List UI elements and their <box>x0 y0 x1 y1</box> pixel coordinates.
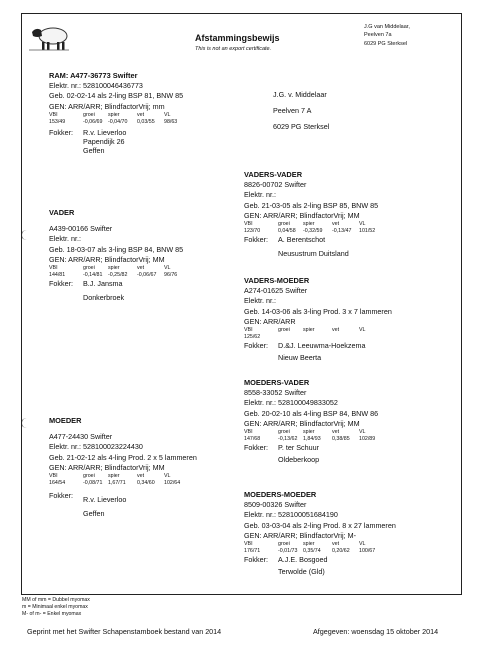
score-label: vet <box>332 541 340 548</box>
vaders-moeder-block <box>244 276 392 363</box>
score-value <box>332 334 359 341</box>
score-label: VBI <box>49 265 58 272</box>
owner-address <box>273 87 329 135</box>
score-label: VL <box>359 221 366 228</box>
moeder-heading: MOEDER <box>49 416 82 425</box>
score-value: -0,08/71 <box>83 480 103 487</box>
fokker-label: Fokker: <box>244 555 268 565</box>
vader-elektr: Elektr. nr.: <box>49 234 81 244</box>
fokker-name: R.v. Lieverloo <box>83 495 127 505</box>
fokker-name: B.J. Jansma <box>83 279 123 289</box>
moeders-moeder-score-values <box>244 548 396 555</box>
score-value: 0,38/85 <box>332 436 350 443</box>
score-value: 147/68 <box>244 436 261 443</box>
score-label: groei <box>278 541 290 548</box>
ram-score-values <box>49 119 190 126</box>
score-value: 164/54 <box>49 480 66 487</box>
score-label: groei <box>278 429 290 436</box>
score-label: vet <box>137 111 145 118</box>
score-label: VBI <box>244 221 253 228</box>
score-value: -0,06/67 <box>137 272 157 279</box>
score-value: -0,13/47 <box>332 228 352 235</box>
moeders-vader-geb: Geb. 20-02-10 als 4-ling BSP 84, BNW 86 <box>244 408 379 418</box>
vaders-moeder-gen: GEN: ARR/ARR <box>244 316 296 326</box>
owner-address-line: J.G. v. Middelaar <box>273 90 327 99</box>
score-label: vet <box>137 473 145 480</box>
moeders-vader-score-values <box>244 436 385 443</box>
vaders-vader-geb: Geb. 21-03-05 als 2-ling BSP 85, BNW 85 <box>244 200 379 210</box>
vaders-vader-gen: GEN: ARR/ARR; BlindfactorVrij; MM <box>244 210 360 220</box>
owner-address-line: Peelven 7 A <box>273 106 312 115</box>
moeders-moeder-gen: GEN: ARR/ARR; BlindfactorVrij; M- <box>244 530 356 540</box>
score-label: VL <box>359 541 366 548</box>
fokker-name: D.&J. Leeuwma-Hoekzema <box>278 341 366 351</box>
score-value: 0,20/62 <box>332 548 350 555</box>
fokker-name: R.v. Lieverloo <box>83 127 127 137</box>
score-label: spier <box>303 429 315 436</box>
fokker-label: Fokker: <box>49 491 73 501</box>
vaders-vader-block <box>244 170 385 259</box>
score-value: -0,14/81 <box>83 272 103 279</box>
moeder-score-values <box>49 480 197 487</box>
vaders-moeder-fokker <box>244 341 392 363</box>
score-label: vet <box>332 327 340 334</box>
score-value: -0,06/69 <box>83 118 103 125</box>
moeders-vader-score-labels <box>244 429 385 436</box>
owner-header <box>364 23 410 48</box>
score-value: -0,01/73 <box>278 548 298 555</box>
score-label: groei <box>278 327 290 334</box>
ram-block <box>49 71 190 155</box>
vader-score-values <box>49 272 190 279</box>
ram-heading: RAM: A477-36773 Swifter <box>49 71 138 80</box>
moeder-fokker <box>49 491 197 519</box>
footer-issue-date: Afgegeven: woensdag 15 oktober 2014 <box>313 627 439 636</box>
score-label: spier <box>108 111 120 118</box>
owner-address-line: 6029 PG Sterksel <box>273 122 330 131</box>
score-label: spier <box>303 327 315 334</box>
score-value <box>303 334 332 341</box>
document-subtitle: This is not an export certificate. <box>195 46 272 52</box>
score-label: VBI <box>49 473 58 480</box>
score-value: 0,34/60 <box>137 480 155 487</box>
fokker-label: Fokker: <box>244 341 268 351</box>
moeders-vader-heading: MOEDERS-VADER <box>244 378 310 387</box>
score-value: 101/52 <box>359 228 376 235</box>
ram-elektr: Elektr. nr.: 528100046436773 <box>49 81 143 91</box>
vader-fokker <box>49 279 190 303</box>
moeders-moeder-id: 8509-00326 Swifter <box>244 500 307 510</box>
vaders-vader-fokker <box>244 235 385 259</box>
owner-header-line: J.G van Middelaar, <box>364 24 410 30</box>
score-label: VBI <box>244 327 253 334</box>
fokker-city: Terwolde (Gld) <box>278 567 325 577</box>
moeder-gen: GEN: ARR/ARR; BlindfactorVrij; MM <box>49 462 165 472</box>
vaders-vader-elektr: Elektr. nr.: <box>244 190 276 200</box>
vaders-moeder-geb: Geb. 14-03-06 als 3-ling Prod. 3 x 7 lammeren <box>244 306 392 316</box>
score-label: vet <box>332 221 340 228</box>
vader-id: A439-00166 Swifter <box>49 224 113 234</box>
footnote-line: M- of m- = Enkel myomax <box>22 611 82 618</box>
score-label: spier <box>303 221 315 228</box>
fokker-label: Fokker: <box>244 443 268 453</box>
vaders-moeder-heading: VADERS-MOEDER <box>244 276 310 285</box>
score-value: 0,04/58 <box>278 228 296 235</box>
score-label: groei <box>278 221 290 228</box>
vader-block <box>49 208 190 303</box>
score-value: -0,32/59 <box>303 228 323 235</box>
fokker-city: Nieuw Beerta <box>278 353 322 363</box>
moeders-moeder-block <box>244 490 396 577</box>
owner-header-line: 6029 PG Sterksel <box>364 40 408 47</box>
moeders-vader-id: 8558-33052 Swifter <box>244 388 307 398</box>
moeders-moeder-elektr: Elektr. nr.: 528100051684190 <box>244 510 338 520</box>
sheep-logo-icon <box>27 22 71 52</box>
vader-gen: GEN: ARR/ARR; BlindfactorVrij; MM <box>49 254 165 264</box>
moeders-moeder-score-labels <box>244 541 396 548</box>
score-label: groei <box>83 111 95 118</box>
score-label: spier <box>108 473 120 480</box>
fokker-address: Papendijk 26 <box>83 137 125 147</box>
score-label: vet <box>332 429 340 436</box>
score-label: spier <box>303 541 315 548</box>
moeder-id: A477-24430 Swifter <box>49 432 113 442</box>
moeders-moeder-heading: MOEDERS-MOEDER <box>244 490 317 499</box>
fokker-label: Fokker: <box>49 279 73 289</box>
score-label: spier <box>108 265 120 272</box>
fokker-label: Fokker: <box>244 235 268 245</box>
score-label: VBI <box>244 541 253 548</box>
score-value: 153/49 <box>49 118 66 125</box>
score-value: -0,13/62 <box>278 436 298 443</box>
moeder-score-labels <box>49 473 197 480</box>
vaders-moeder-score-labels <box>244 327 392 334</box>
score-label: VL <box>359 429 366 436</box>
vader-heading: VADER <box>49 208 75 217</box>
fokker-label: Fokker: <box>49 127 73 137</box>
moeder-geb: Geb. 21-02-12 als 4-ling Prod. 2 x 5 lammeren <box>49 452 197 462</box>
vaders-vader-score-values <box>244 228 385 235</box>
fokker-name: A.J.E. Bosgoed <box>278 555 328 565</box>
fokker-city: Donkerbroek <box>83 293 125 303</box>
fokker-name: P. ter Schuur <box>278 443 320 453</box>
fokker-name: A. Berentschot <box>278 235 326 245</box>
vaders-moeder-score-values <box>244 334 392 341</box>
score-value: 96/76 <box>164 272 178 279</box>
owner-header-line: Peelven 7a <box>364 32 392 39</box>
score-value <box>359 334 385 341</box>
footer-printed-note: Geprint met het Swifter Schapenstamboek bestand van 2014 <box>27 627 222 636</box>
score-value: 102/64 <box>164 480 181 487</box>
score-value: 1,67/71 <box>108 480 126 487</box>
score-value: 1,84/93 <box>303 436 321 443</box>
score-value: 98/63 <box>164 118 178 125</box>
ram-geb: Geb. 02-02-14 als 2-ling BSP 81, BNW 85 <box>49 91 184 101</box>
moeders-vader-elektr: Elektr. nr.: 528100049833052 <box>244 398 338 408</box>
vader-score-labels <box>49 265 190 272</box>
footnote-line: MM of mm = Dubbel myomax <box>22 597 90 603</box>
document-title: Afstammingsbewijs <box>195 33 280 43</box>
ram-gen: GEN: ARR/ARR; BlindfactorVrij; mm <box>49 101 165 111</box>
score-label: VL <box>164 111 171 118</box>
ram-fokker <box>49 128 190 155</box>
score-value: 100/67 <box>359 548 376 555</box>
ram-score-labels <box>49 112 190 119</box>
score-value: 144/81 <box>49 272 66 279</box>
moeder-elektr: Elektr. nr.: 528100023224430 <box>49 442 143 452</box>
moeders-vader-gen: GEN: ARR/ARR; BlindfactorVrij; MM <box>244 418 360 428</box>
moeders-vader-block <box>244 378 385 465</box>
score-label: VBI <box>49 111 58 118</box>
score-value <box>278 334 303 341</box>
vaders-vader-heading: VADERS-VADER <box>244 170 303 179</box>
vader-geb: Geb. 18-03-07 als 3-ling BSP 84, BNW 85 <box>49 244 184 254</box>
score-value: 123/70 <box>244 228 261 235</box>
vaders-moeder-elektr: Elektr. nr.: <box>244 296 276 306</box>
moeder-block <box>49 416 197 519</box>
vaders-moeder-id: A274-01625 Swifter <box>244 286 308 296</box>
score-value: -0,25/82 <box>108 272 128 279</box>
score-value: 0,35/74 <box>303 548 321 555</box>
score-label: VL <box>164 473 171 480</box>
fokker-city: Oldeberkoop <box>278 455 320 465</box>
fokker-city: Geffen <box>83 509 105 519</box>
score-value: 125/62 <box>244 334 261 341</box>
moeders-moeder-fokker <box>244 555 396 577</box>
score-value: 0,03/55 <box>137 118 155 125</box>
moeders-moeder-geb: Geb. 03-03-04 als 2-ling Prod. 8 x 27 lammeren <box>244 520 396 530</box>
score-value: 102/89 <box>359 436 376 443</box>
fokker-city: Neusustrum Duitsland <box>278 249 349 259</box>
moeders-vader-fokker <box>244 443 385 465</box>
footnote-line: m = Minimaal enkel myomax <box>22 604 88 611</box>
score-label: groei <box>83 473 95 480</box>
fokker-city: Geffen <box>83 145 105 155</box>
score-label: vet <box>137 265 145 272</box>
vaders-vader-score-labels <box>244 221 385 228</box>
score-label: VL <box>359 327 366 334</box>
score-label: groei <box>83 265 95 272</box>
footnotes <box>22 597 90 619</box>
score-label: VBI <box>244 429 253 436</box>
score-value: -0,04/70 <box>108 118 128 125</box>
score-label: VL <box>164 265 171 272</box>
vaders-vader-id: 8826-00702 Swifter <box>244 180 307 190</box>
score-value: 176/71 <box>244 548 261 555</box>
